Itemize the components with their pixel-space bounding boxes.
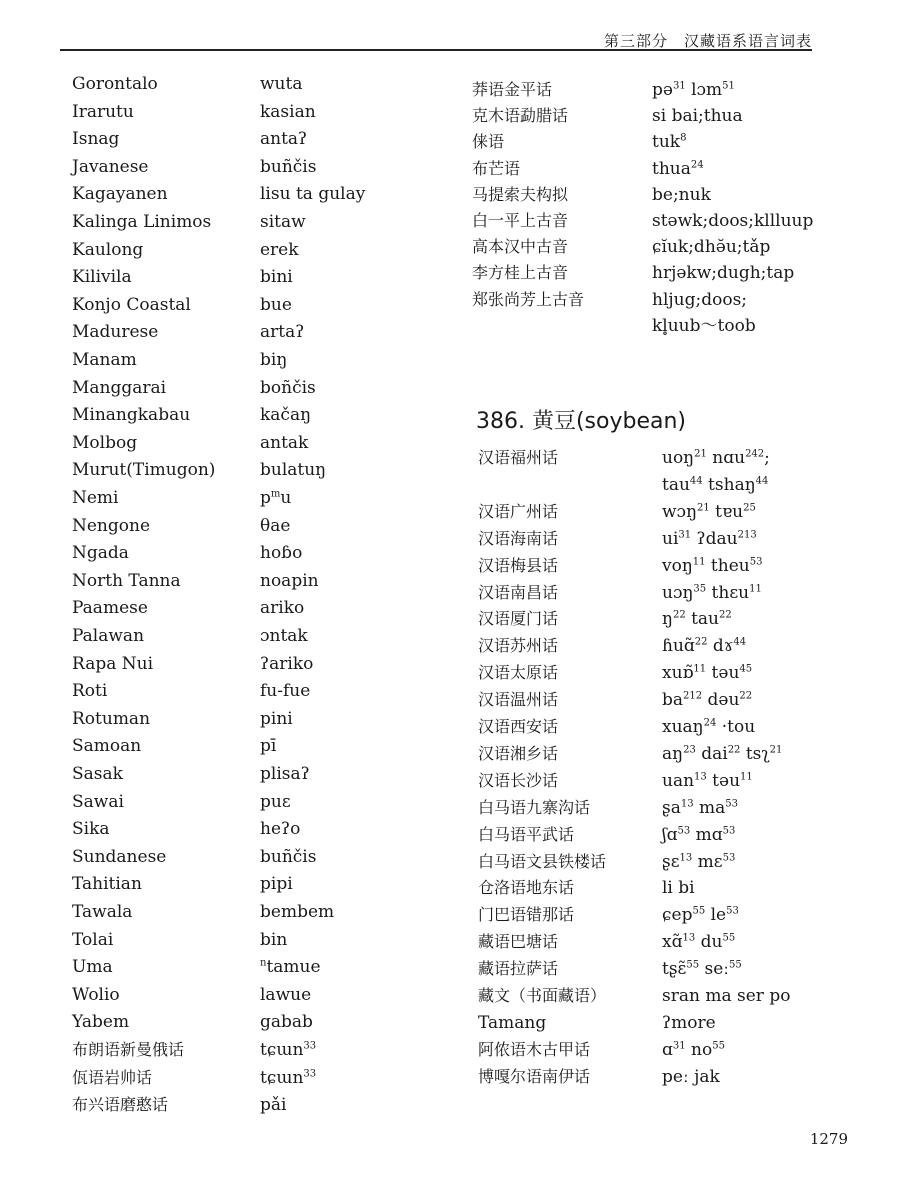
language-name: Javanese [72, 156, 149, 177]
page-header [60, 26, 812, 52]
word-form: tɕɯn$^{33}$ [260, 1067, 317, 1088]
word-form: lisu ta gulay [260, 184, 366, 205]
word-form: ɦuɑ̃$^{22}$ dɤ$^{44}$ [662, 636, 747, 657]
word-form: ʂa$^{13}$ $ma^{53}$ [662, 797, 738, 818]
language-name: 布芒语 [472, 158, 521, 178]
page-number: 1279 [809, 1130, 848, 1148]
word-form: hrjəkw;dugh;tap [652, 263, 795, 284]
language-name: 汉语长沙话 [478, 770, 559, 790]
entry-row [478, 475, 878, 502]
word-form: tɕɯn$^{33}$ [260, 1040, 317, 1060]
word-form: ʔariko [260, 653, 314, 674]
language-name: 汉语广州话 [478, 501, 559, 521]
word-form: pə$^{31}$ lɔm$^{51}$ [652, 80, 735, 100]
language-name: 阿侬语木古甲话 [478, 1039, 591, 1059]
language-name: Tolai [72, 929, 114, 950]
entry-row [478, 1040, 878, 1067]
word-form: $ui^{31}$ ʔdau$^{213}$ [662, 528, 757, 549]
entry-row [72, 985, 452, 1013]
word-form: pī [260, 736, 277, 757]
entry-row [472, 290, 872, 316]
entry-row [478, 905, 878, 932]
word-form: pǎi [260, 1095, 287, 1116]
language-name: 汉语太原话 [478, 663, 559, 683]
language-name: Tahitian [72, 874, 142, 895]
language-name: Rotuman [72, 708, 151, 729]
word-form: li bi [662, 878, 695, 899]
language-name: Paamese [72, 598, 148, 619]
entry-row [72, 1095, 452, 1123]
word-form: hljug;doos; [652, 289, 748, 310]
language-name: 莽语金平话 [472, 80, 553, 99]
entry-row [72, 74, 452, 102]
entry-row [72, 267, 452, 295]
entry-row [72, 681, 452, 709]
word-form: erek [260, 239, 299, 260]
word-form: xuaŋ$^{24}$ ·tou [662, 717, 756, 737]
entry-row [72, 516, 452, 544]
running-header: 第三部分 汉藏语系语言词表 [603, 32, 812, 50]
language-name: 郑张尚芳上古音 [472, 289, 585, 309]
language-name: Manggarai [72, 377, 167, 398]
right-bottom-column [478, 448, 878, 1108]
entry-row [72, 212, 452, 240]
word-form: antaʔ [260, 129, 308, 150]
word-form: uɔŋ$^{35}$ thɛu$^{11}$ [662, 582, 762, 603]
entry-row [478, 1067, 878, 1094]
word-form: lawue [260, 984, 312, 1005]
word-form: $ŋ^{22}$ tau$^{22}$ [662, 609, 732, 630]
entry-row [72, 709, 452, 737]
word-form: antak [260, 432, 309, 453]
language-name: 汉语厦门话 [478, 609, 559, 629]
language-name: Sasak [72, 764, 123, 784]
language-name: Madurese [72, 322, 159, 343]
entry-row [72, 626, 452, 654]
entry-row [72, 819, 452, 847]
entry-row [472, 263, 872, 289]
entry-row [478, 690, 878, 717]
word-form: gabab [260, 1012, 313, 1033]
language-name: 汉语海南话 [478, 528, 559, 548]
word-form: wuta [260, 74, 303, 94]
entry-row [478, 878, 878, 905]
word-form: sitaw [260, 212, 306, 232]
language-name: 白马语平武话 [478, 824, 575, 844]
entry-row [478, 609, 878, 636]
language-name: 汉语福州话 [478, 448, 559, 467]
word-form: noapin [260, 570, 319, 591]
word-form: heʔo [260, 819, 301, 840]
entry-row [72, 736, 452, 764]
language-name: 汉语温州话 [478, 690, 559, 710]
entry-row [472, 316, 872, 342]
entry-row [72, 902, 452, 930]
entry-row [478, 852, 878, 879]
entry-row [478, 744, 878, 771]
entry-row [72, 792, 452, 820]
language-name: Rapa Nui [72, 653, 154, 674]
language-name: 佤语岩帅话 [72, 1067, 153, 1087]
entry-row [478, 448, 878, 475]
entry-row [478, 771, 878, 798]
language-name: Manam [72, 350, 137, 370]
word-form: artaʔ [260, 322, 305, 343]
language-name: Kaulong [72, 239, 144, 260]
word-form: bini [260, 267, 293, 288]
entry-row [472, 185, 872, 211]
language-name: 汉语湘乡话 [478, 743, 559, 763]
entry-row [478, 636, 878, 663]
entry-row [72, 598, 452, 626]
word-form: plisaʔ [260, 764, 310, 784]
language-name: Kilivila [72, 267, 132, 288]
entry-row [72, 654, 452, 682]
language-name: Gorontalo [72, 74, 158, 94]
entry-row [472, 80, 872, 106]
language-name: 仓洛语地东话 [478, 878, 575, 898]
entry-row [478, 1013, 878, 1040]
entry-row [472, 106, 872, 132]
entry-row [72, 405, 452, 433]
word-form: wɔŋ$^{21}$ tɐu$^{25}$ [662, 501, 756, 522]
language-name: 白马语九寨沟话 [478, 797, 591, 817]
language-name: 汉语苏州话 [478, 636, 559, 656]
section-title-386: 386. 黄豆(soybean) [476, 409, 687, 434]
language-name: Murut(Timugon) [72, 460, 216, 481]
word-form: fu-fue [260, 681, 311, 702]
language-name: Konjo Coastal [72, 294, 191, 315]
entry-row [72, 102, 452, 130]
entry-row [478, 502, 878, 529]
entry-row [72, 488, 452, 516]
entry-row [72, 295, 452, 323]
word-form: ɔntak [260, 626, 308, 646]
language-name: Wolio [72, 984, 120, 1005]
entry-row [72, 543, 452, 571]
word-form: θae [260, 515, 291, 536]
word-form: buñčis [260, 156, 317, 177]
word-form: ariko [260, 598, 305, 619]
language-name: Nengone [72, 515, 151, 536]
word-form: buñčis [260, 846, 317, 867]
word-form: xuɒ̃$^{11}$ təu$^{45}$ [662, 663, 753, 684]
language-name: 高本汉中古音 [472, 237, 569, 257]
right-top-column [472, 80, 872, 340]
entry-row [478, 959, 878, 986]
language-name: Uma [72, 957, 113, 978]
word-form: bue [260, 294, 292, 315]
word-form: tʂɛ̃$^{55}$ seː$^{55}$ [662, 959, 742, 980]
word-form: pipi [260, 874, 293, 895]
language-name: Palawan [72, 626, 145, 646]
language-name: Sika [72, 819, 110, 840]
language-name: 藏语拉萨话 [478, 959, 559, 979]
entry-row [472, 159, 872, 185]
word-form: $p^mu$ [260, 488, 292, 508]
word-form: uoŋ$^{21}$ nɑu$^{242}$; [662, 448, 770, 468]
word-form: puɛ [260, 791, 291, 812]
entry-row [72, 433, 452, 461]
entry-row [478, 825, 878, 852]
entry-row [72, 129, 452, 157]
entry-row [72, 874, 452, 902]
word-form: tuk$^8$ [652, 132, 687, 153]
language-name: 博嘎尔语南伊话 [478, 1066, 591, 1086]
entry-row [472, 211, 872, 237]
entry-row [478, 717, 878, 744]
language-name: Kalinga Linimos [72, 212, 212, 232]
language-name: Irarutu [72, 101, 134, 122]
language-name: Kagayanen [72, 184, 168, 205]
entry-row [72, 930, 452, 958]
language-name: Nemi [72, 488, 119, 508]
entry-row [72, 571, 452, 599]
entry-row [72, 322, 452, 350]
word-form: $ba^{212}$ dəu$^{22}$ [662, 690, 753, 711]
language-name: 汉语西安话 [478, 717, 559, 736]
entry-row [72, 847, 452, 875]
word-form: peː jak [662, 1066, 720, 1087]
entry-row [72, 184, 452, 212]
header-rule [60, 49, 812, 51]
entry-row [72, 350, 452, 378]
entry-row [72, 460, 452, 488]
word-form: sran ma ser po [662, 986, 791, 1006]
word-form: uan$^{13}$ təu$^{11}$ [662, 770, 753, 791]
language-name: Minangkabau [72, 405, 191, 426]
language-name: 白马语文县铁楼话 [478, 851, 607, 871]
word-form: bin [260, 929, 288, 950]
word-form: ʃɑ$^{53}$ mɑ$^{53}$ [662, 824, 736, 845]
language-name: Sundanese [72, 846, 167, 867]
language-name: 藏文（书面藏语） [478, 986, 607, 1005]
entry-row [478, 798, 878, 825]
word-form: si bai;thua [652, 106, 743, 127]
word-form: tau$^{44}$ tshaŋ$^{44}$ [662, 474, 769, 495]
word-form: stəwk;doos;kllluup [652, 211, 814, 231]
word-form: ɕep$^{55}$ $le^{53}$ [662, 905, 739, 926]
word-form: ɕĭuk;dhə̆u;tǎp [652, 237, 771, 258]
word-form: kl̥uub～toob [652, 315, 756, 336]
word-form: hoɓo [260, 543, 303, 564]
language-name: 布朗语新曼俄话 [72, 1040, 185, 1059]
entry-row [72, 157, 452, 185]
entry-row [472, 237, 872, 263]
entry-row [472, 132, 872, 158]
language-name: Sawai [72, 791, 124, 812]
word-form: thua$^{24}$ [652, 158, 704, 179]
language-name: Tamang [478, 1012, 547, 1033]
word-form: bembem [260, 902, 335, 922]
entry-row [72, 764, 452, 792]
entry-row [478, 932, 878, 959]
language-name: 门巴语错那话 [478, 905, 575, 925]
entry-row [478, 529, 878, 556]
language-name: 藏语巴塘话 [478, 932, 559, 952]
word-form: ʂɛ$^{13}$ mɛ$^{53}$ [662, 851, 736, 872]
entry-row [478, 663, 878, 690]
language-name: 俫语 [472, 132, 505, 152]
word-form: $aŋ^{23}$ dai$^{22}$ tsʅ$^{21}$ [662, 743, 783, 764]
word-form: kačaŋ [260, 405, 312, 426]
language-name: 汉语南昌话 [478, 582, 559, 602]
entry-row [72, 957, 452, 985]
entry-row [72, 1012, 452, 1040]
word-form: ɑ$^{31}$ $no^{55}$ [662, 1039, 725, 1060]
word-form: be;nuk [652, 184, 711, 205]
language-name: 布兴语磨憨话 [72, 1095, 169, 1115]
entry-row [478, 583, 878, 610]
word-form: kasian [260, 101, 316, 122]
entry-row [72, 240, 452, 268]
language-name: Isnag [72, 129, 120, 150]
entry-row [72, 1068, 452, 1096]
entry-row [72, 1040, 452, 1068]
language-name: 白一平上古音 [472, 211, 569, 230]
word-form: pini [260, 708, 293, 729]
language-name: 李方桂上古音 [472, 263, 569, 283]
word-form: $^n$tamue [260, 957, 321, 978]
entry-row [72, 378, 452, 406]
language-name: Samoan [72, 736, 142, 757]
left-column [72, 74, 452, 1124]
entry-row [478, 986, 878, 1013]
language-name: 克木语勐腊话 [472, 106, 569, 126]
language-name: 马提索夫构拟 [472, 184, 569, 204]
word-form: bulatuŋ [260, 460, 327, 481]
entry-row [478, 556, 878, 583]
word-form: voŋ$^{11}$ theu$^{53}$ [662, 555, 763, 576]
language-name: Ngada [72, 543, 129, 564]
language-name: Tawala [72, 902, 133, 922]
word-form: ʔmore [662, 1012, 716, 1033]
language-name: 汉语梅县话 [478, 555, 559, 575]
language-name: Roti [72, 681, 108, 702]
language-name: Yabem [72, 1012, 130, 1033]
word-form: boñčis [260, 377, 316, 398]
language-name: North Tanna [72, 570, 181, 591]
word-form: biŋ [260, 350, 288, 370]
language-name: Molbog [72, 432, 138, 453]
word-form: xɑ̃$^{13}$ $du^{55}$ [662, 932, 736, 953]
